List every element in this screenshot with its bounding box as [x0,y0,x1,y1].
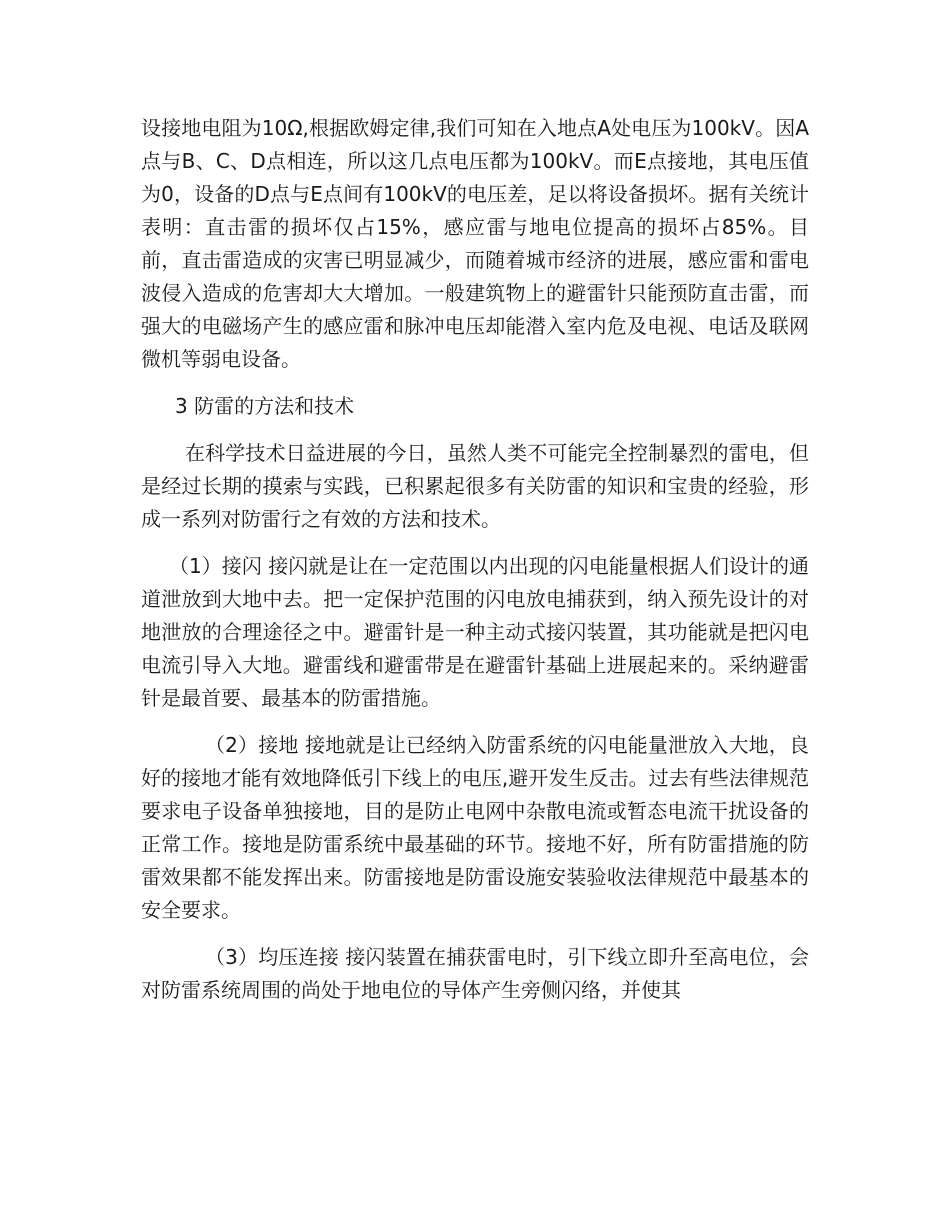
section-heading: 3 防雷的方法和技术 [175,394,355,418]
paragraph-grounding: （2）接地 接地就是让已经纳入防雷系统的闪电能量泄放入大地，良好的接地才能有效地降低引下线上的电压,避开发生反击。过去有些法律规范要求电子设备单独接地，目的是防止电网中杂散电流或暂态电流干扰设备的正常工作。接地是防雷系统中最基础的环节。接地不好，所有防雷措施的防雷效果都不能发挥出来。防雷接地是防雷设施安装验收法律规范中最基本的安全要求。 [141,733,809,922]
document-body [141,112,809,1007]
paragraph-equipotential-bonding: （3）均压连接 接闪装置在捕获雷电时，引下线立即升至高电位，会对防雷系统周围的尚处于地电位的导体产生旁侧闪络，并使其 [141,945,809,1002]
paragraph-intro: 在科学技术日益进展的今日，虽然人类不可能完全控制暴烈的雷电，但是经过长期的摸索与实践，已积累起很多有关防雷的知识和宝贵的经验，形成一系列对防雷行之有效的方法和技术。 [141,441,809,531]
paragraph-lightning-receptor: （1）接闪 接闪就是让在一定范围以内出现的闪电能量根据人们设计的通道泄放到大地中去。把一定保护范围的闪电放电捕获到，纳入预先设计的对地泄放的合理途径之中。避雷针是一种主动式接闪装置，其功能就是把闪电电流引导入大地。避雷线和避雷带是在避雷针基础上进展起来的。采纳避雷针是最首要、最基本的防雷措施。 [141,554,809,710]
paragraph-ground-resistance: 设接地电阻为10Ω,根据欧姆定律,我们可知在入地点A处电压为100kV。因A点与B、C、D点相连，所以这几点电压都为100kV。而E点接地，其电压值为0，设备的D点与E点间有100kV的电压差，足以将设备损坏。据有关统计表明：直击雷的损坏仅占15%，感应雷与地电位提高的损坏占85%。目前，直击雷造成的灾害已明显减少，而随着城市经济的进展，感应雷和雷电波侵入造成的危害却大大增加。一般建筑物上的避雷针只能预防直击雷，而强大的电磁场产生的感应雷和脉冲电压却能潜入室内危及电视、电话及联网微机等弱电设备。 [141,116,809,371]
